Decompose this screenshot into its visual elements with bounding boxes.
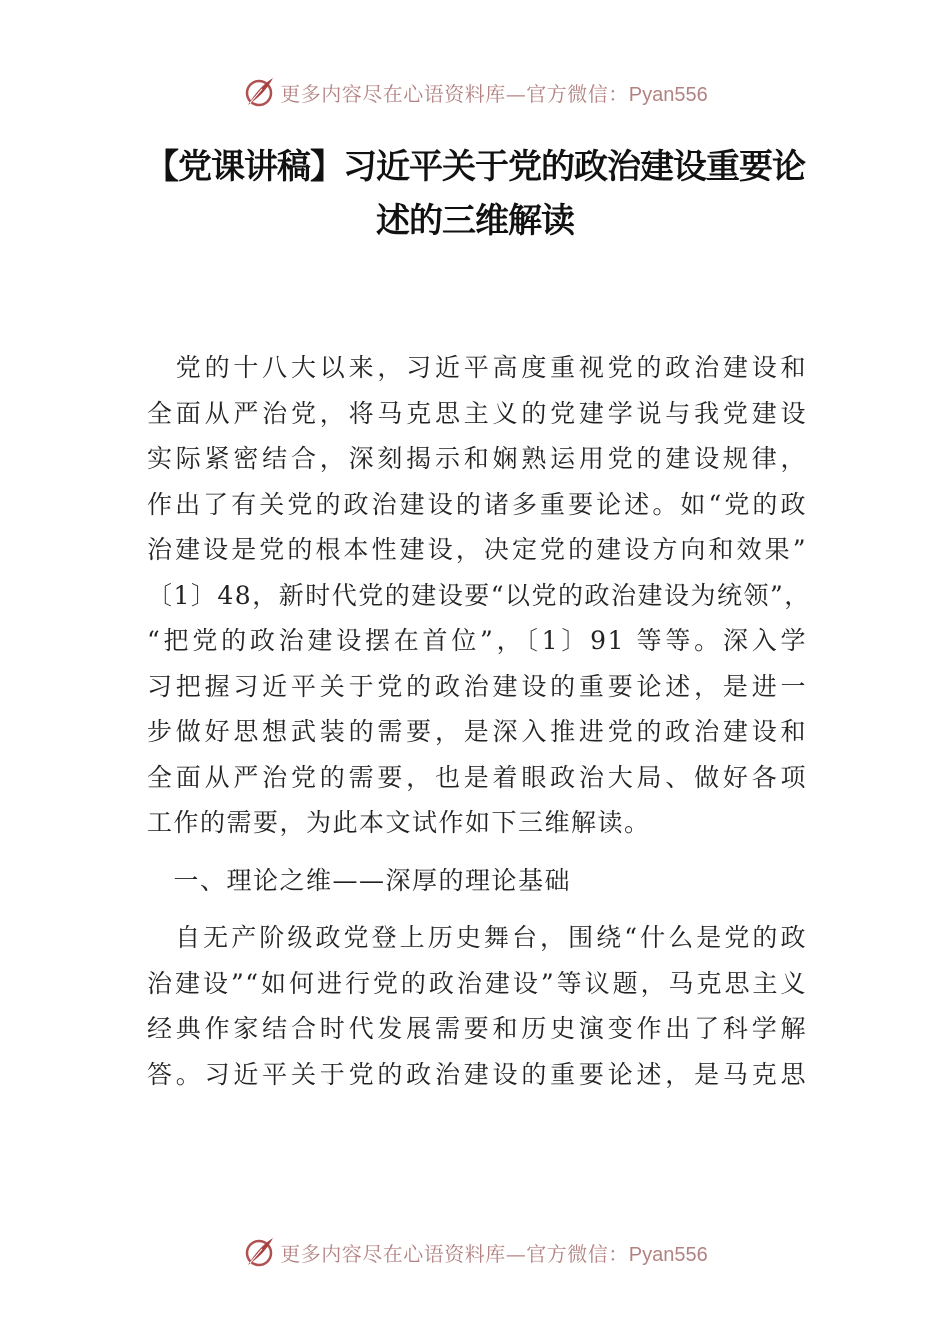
title-line-2: 述的三维解读 bbox=[376, 201, 574, 241]
paragraph-theory bbox=[147, 915, 807, 1097]
paragraph-intro bbox=[147, 345, 811, 846]
feather-pen-logo-icon bbox=[242, 1235, 276, 1269]
text-line: 步做好思想武装的需要，是深入推进党的政治建设和 bbox=[147, 717, 807, 746]
text-line: 自无产阶级政党登上历史舞台，围绕“什么是党的政 bbox=[147, 923, 807, 952]
text-line: 习把握习近平关于党的政治建设的重要论述，是进一 bbox=[147, 671, 807, 701]
text-line: “把党的政治建设摆在首位”，〔1〕91 等等。深入学 bbox=[147, 626, 807, 655]
section-heading: 一、理论之维——深厚的理论基础 bbox=[147, 865, 572, 895]
feather-pen-logo-icon bbox=[242, 75, 276, 109]
wechat-handle: Pyan556 bbox=[628, 83, 708, 106]
text-line: 全面从严治党，将马克思主义的党建学说与我党建设 bbox=[147, 398, 807, 428]
text-line: 答。习近平关于党的政治建设的重要论述，是马克思 bbox=[147, 1059, 807, 1089]
text-line: 全面从严治党的需要，也是着眼政治大局、做好各项 bbox=[147, 762, 807, 792]
banner-text: 更多内容尽在心语资料库—官方微信：Pyan556 bbox=[280, 1241, 708, 1266]
document-title bbox=[120, 140, 830, 248]
text-line: 经典作家结合时代发展需要和历史演变作出了科学解 bbox=[147, 1014, 807, 1043]
text-line: 治建设是党的根本性建设，决定党的建设方向和效果” bbox=[147, 535, 807, 564]
header-watermark-banner bbox=[0, 70, 950, 114]
title-line-1: 【党课讲稿】习近平关于党的政治建设重要论 bbox=[145, 147, 805, 187]
text-line: 治建设”“如何进行党的政治建设”等议题，马克思主义 bbox=[147, 968, 807, 998]
document-body bbox=[147, 345, 811, 1097]
text-line: 工作的需要，为此本文试作如下三维解读。 bbox=[147, 808, 651, 837]
text-line: 党的十八大以来，习近平高度重视党的政治建设和 bbox=[147, 353, 807, 382]
text-line: 〔1〕48，新时代党的建设要“以党的政治建设为统领”， bbox=[147, 580, 811, 610]
text-line: 作出了有关党的政治建设的诸多重要论述。如“党的政 bbox=[147, 489, 807, 519]
footer-watermark-banner bbox=[0, 1230, 950, 1274]
banner-text: 更多内容尽在心语资料库—官方微信：Pyan556 bbox=[280, 81, 708, 106]
wechat-handle: Pyan556 bbox=[628, 1243, 708, 1266]
text-line: 实际紧密结合，深刻揭示和娴熟运用党的建设规律， bbox=[147, 444, 807, 473]
